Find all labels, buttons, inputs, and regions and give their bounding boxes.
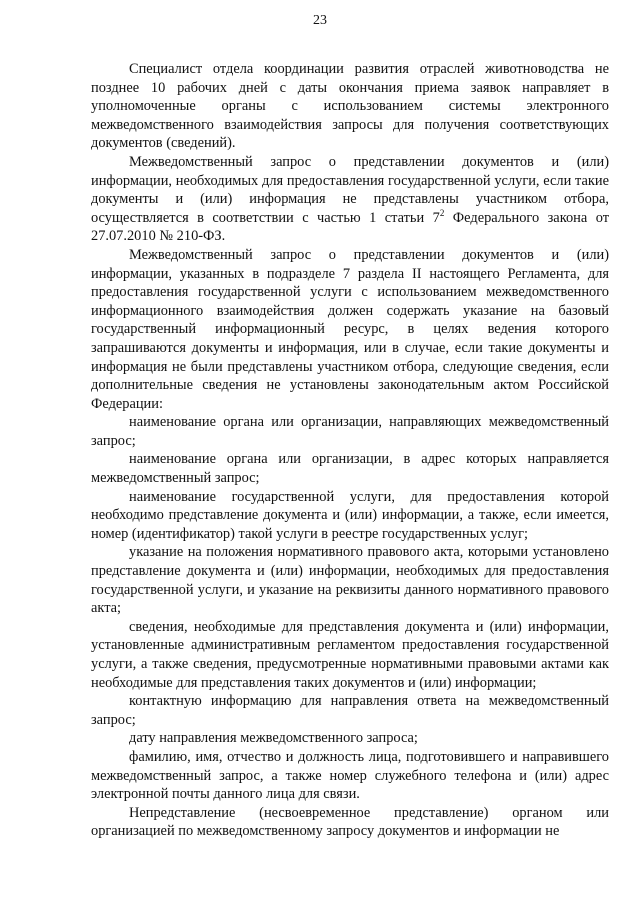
paragraph-interagency-request-basis <box>91 153 609 246</box>
document-body <box>91 60 609 841</box>
paragraph-non-submission: Непредставление (несвоевременное представление) органом или организацией по межведомственному запросу документов и информации не <box>91 804 609 840</box>
article-superscript: 2 <box>439 207 445 218</box>
paragraph-request-contents: Межведомственный запрос о представлении документов и (или) информации, указанных в подразделе 7 раздела II настоящего Регламента, для предоставления государственной услуги с использованием межведомственного информационного взаимодействия должен содержать указание на базовый государственный информационный ресурс, в целях ведения которого запрашиваются документы и информация, или в случае, если такие документы и информация не были представлены участником отбора, следующие сведения, если дополнительные сведения не установлены законодательным актом Российской Федерации: <box>91 246 609 412</box>
list-item-required-info: сведения, необходимые для представления документа и (или) информации, установленные административным регламентом предоставления государственной услуги, а также сведения, предусмотренные нормативными правовыми актами как необходимые для представления таких документов и (или) информации; <box>91 618 609 691</box>
list-item-legal-act: указание на положения нормативного правового акта, которыми установлено представление документа и (или) информации, необходимых для предоставления государственной услуги, и указание на реквизиты данного нормативного правового акта; <box>91 544 609 617</box>
list-item-responsible-person: фамилию, имя, отчество и должность лица, подготовившего и направившего межведомственный запрос, а также номер служебного телефона и (или) адрес электронной почты данного лица для связи. <box>91 748 609 803</box>
list-item-recipient-organ: наименование органа или организации, в адрес которых направляется межведомственный запрос; <box>91 451 609 487</box>
paragraph-specialist-requests: Специалист отдела координации развития отраслей животноводства не позднее 10 рабочих дней с даты окончания приема заявок направляет в уполномоченные органы с использованием системы электронного межведомственного взаимодействия запросы для получения соответствующих документов (сведений). <box>91 61 609 152</box>
paragraph-text: Межведомственный запрос о представлении документов и (или) информации, необходимых для предоставления государственной услуги, если такие документы и (или) информация не представлены участником отбора, осуществляется в соответствии с частью 1 статьи 7 <box>91 153 609 226</box>
list-item-request-date: дату направления межведомственного запроса; <box>129 730 418 747</box>
list-item-requesting-organ: наименование органа или организации, направляющих межведомственный запрос; <box>91 414 609 449</box>
list-item-service-name: наименование государственной услуги, для предоставления которой необходимо представление документа и (или) информации, а также, если имеется, номер (идентификатор) такой услуги в реестре государственных услуг; <box>91 488 609 542</box>
list-item-contact-info: контактную информацию для направления ответа на межведомственный запрос; <box>91 693 609 728</box>
paragraph-text-tail: Федерального закона от 27.07.2010 № 210-ФЗ. <box>91 209 609 245</box>
page-number: 23 <box>313 13 327 28</box>
